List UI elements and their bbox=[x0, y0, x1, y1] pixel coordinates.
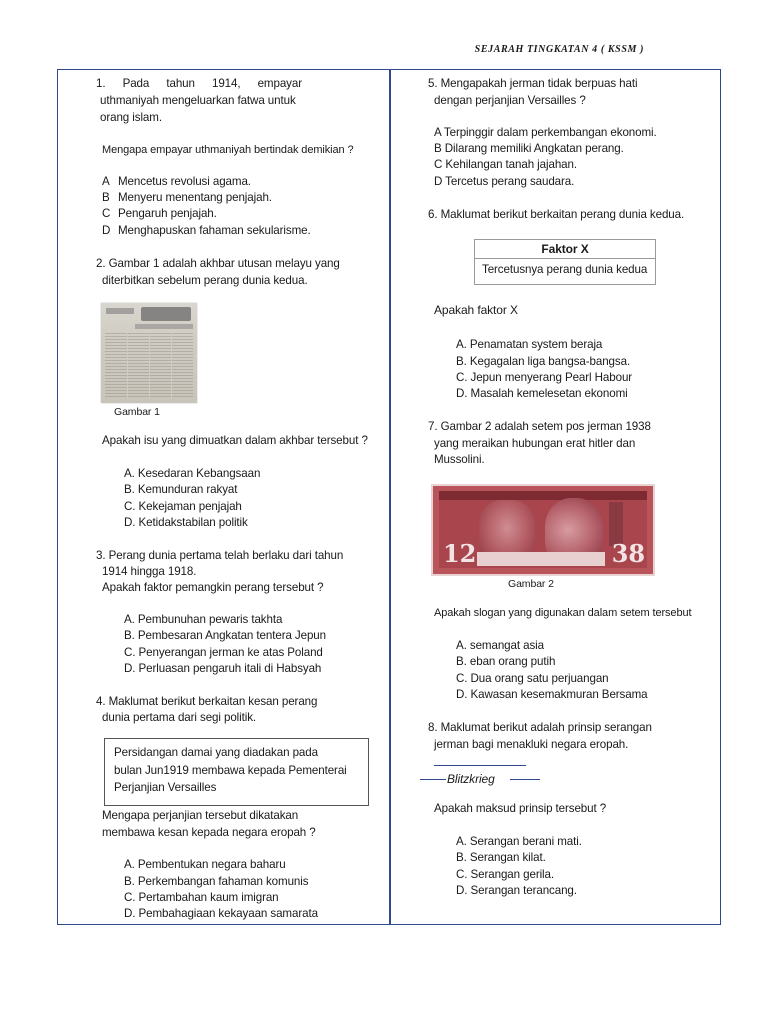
stamp-value-left: 12 bbox=[443, 539, 477, 568]
q8-question: Apakah maksud prinsip tersebut ? bbox=[434, 802, 607, 815]
q4-question-line2: membawa kesan kepada negara eropah ? bbox=[102, 826, 316, 839]
q2-stem-line1: 2. Gambar 1 adalah akhbar utusan melayu yang bbox=[96, 257, 340, 270]
q3-option-d[interactable]: D. Perluasan pengaruh itali di Habsyah bbox=[124, 662, 322, 675]
q6-option-a[interactable]: A. Penamatan system beraja bbox=[456, 338, 603, 351]
q3-option-c[interactable]: C. Penyerangan jerman ke atas Poland bbox=[124, 646, 323, 659]
q1-stem-line1: 1. Pada tahun 1914, empayar bbox=[96, 77, 302, 90]
q8-option-d[interactable]: D. Serangan terancang. bbox=[456, 884, 577, 897]
q7-question: Apakah slogan yang digunakan dalam setem tersebut bbox=[434, 607, 692, 619]
q6-question: Apakah faktor X bbox=[434, 303, 518, 317]
blitzkrieg-term: Blitzkrieg bbox=[447, 772, 495, 786]
q4-question-line1: Mengapa perjanjian tersebut dikatakan bbox=[102, 809, 299, 822]
q8-stem-line1: 8. Maklumat berikut adalah prinsip serangan bbox=[428, 721, 652, 734]
newspaper-image bbox=[101, 303, 197, 403]
q4-option-c[interactable]: C. Pertambahan kaum imigran bbox=[124, 891, 279, 904]
q5-option-c[interactable]: C Kehilangan tanah jajahan. bbox=[434, 158, 577, 171]
q2-option-d[interactable]: D. Ketidakstabilan politik bbox=[124, 516, 248, 529]
q8-stem-line2: jerman bagi menakluki negara eropah. bbox=[434, 738, 629, 751]
faktor-x-title: Faktor X bbox=[475, 240, 655, 259]
faktor-x-table bbox=[474, 239, 656, 285]
postage-stamp-image bbox=[431, 484, 655, 576]
q4-option-a[interactable]: A. Pembentukan negara baharu bbox=[124, 858, 286, 871]
blitzkrieg-rule-left bbox=[420, 779, 446, 780]
q5-stem-line2: dengan perjanjian Versailles ? bbox=[434, 94, 586, 107]
q6-option-c[interactable]: C. Jepun menyerang Pearl Habour bbox=[456, 371, 633, 384]
q6-option-b[interactable]: B. Kegagalan liga bangsa-bangsa. bbox=[456, 355, 631, 368]
q2-stem-line2: diterbitkan sebelum perang dunia kedua. bbox=[102, 274, 308, 287]
q7-option-d[interactable]: D. Kawasan kesemakmuran Bersama bbox=[456, 688, 648, 701]
q7-option-b[interactable]: B. eban orang putih bbox=[456, 655, 556, 668]
q7-caption: Gambar 2 bbox=[508, 578, 554, 590]
blitzkrieg-rule-top bbox=[434, 765, 526, 766]
q3-stem-line1: 3. Perang dunia pertama telah berlaku dari tahun bbox=[96, 549, 344, 562]
q1-stem-line2: uthmaniyah mengeluarkan fatwa untuk bbox=[100, 94, 296, 107]
page-header bbox=[0, 44, 768, 60]
q5-option-d[interactable]: D Tercetus perang saudara. bbox=[434, 175, 575, 188]
blitzkrieg-rule-right bbox=[510, 779, 540, 780]
q2-option-a[interactable]: A. Kesedaran Kebangsaan bbox=[124, 467, 261, 480]
q2-caption: Gambar 1 bbox=[114, 406, 160, 418]
q7-option-c[interactable]: C. Dua orang satu perjuangan bbox=[456, 672, 609, 685]
faktor-x-text: Tercetusnya perang dunia kedua bbox=[482, 263, 648, 276]
q2-option-b[interactable]: B. Kemunduran rakyat bbox=[124, 483, 238, 496]
q3-question: Apakah faktor pemangkin perang tersebut ? bbox=[102, 581, 324, 594]
q1-question: Mengapa empayar uthmaniyah bertindak demikian ? bbox=[102, 144, 354, 156]
q4-box-line2: bulan Jun1919 membawa kepada Pementerai bbox=[114, 764, 347, 777]
q3-option-b[interactable]: B. Pembesaran Angkatan tentera Jepun bbox=[124, 629, 327, 642]
q7-stem-line1: 7. Gambar 2 adalah setem pos jerman 1938 bbox=[428, 420, 651, 433]
q8-option-a[interactable]: A. Serangan berani mati. bbox=[456, 835, 582, 848]
q3-option-a[interactable]: A. Pembunuhan pewaris takhta bbox=[124, 613, 283, 626]
q3-stem-line2: 1914 hingga 1918. bbox=[102, 565, 197, 578]
column-divider bbox=[389, 69, 391, 925]
q4-box-line3: Perjanjian Versailles bbox=[114, 781, 217, 794]
q7-option-a[interactable]: A. semangat asia bbox=[456, 639, 544, 652]
q5-stem-line1: 5. Mengapakah jerman tidak berpuas hati bbox=[428, 77, 638, 90]
q2-question: Apakah isu yang dimuatkan dalam akhbar tersebut ? bbox=[102, 434, 368, 447]
header-subject: SEJARAH TINGKATAN 4 ( KSSM ) bbox=[474, 44, 644, 55]
q7-stem-line2: yang meraikan hubungan erat hitler dan bbox=[434, 437, 636, 450]
q4-box-line1: Persidangan damai yang diadakan pada bbox=[114, 746, 318, 759]
q6-stem: 6. Maklumat berikut berkaitan perang dunia kedua. bbox=[428, 208, 685, 221]
q5-option-b[interactable]: B Dilarang memiliki Angkatan perang. bbox=[434, 142, 624, 155]
q7-stem-line3: Mussolini. bbox=[434, 453, 485, 466]
q4-option-d[interactable]: D. Pembahagiaan kekayaan samarata bbox=[124, 907, 318, 920]
q1-option-d[interactable]: D Menghapuskan fahaman sekularisme. bbox=[102, 224, 311, 237]
q5-option-a[interactable]: A Terpinggir dalam perkembangan ekonomi. bbox=[434, 126, 657, 139]
q4-option-b[interactable]: B. Perkembangan fahaman komunis bbox=[124, 875, 309, 888]
q8-option-c[interactable]: C. Serangan gerila. bbox=[456, 868, 554, 881]
q1-stem-line3: orang islam. bbox=[100, 111, 162, 124]
q1-option-b[interactable]: B Menyeru menentang penjajah. bbox=[102, 191, 272, 204]
q4-stem-line1: 4. Maklumat berikut berkaitan kesan perang bbox=[96, 695, 318, 708]
stamp-value-right: 38 bbox=[611, 539, 645, 568]
q1-option-a[interactable]: A Mencetus revolusi agama. bbox=[102, 175, 251, 188]
q1-option-c[interactable]: C Pengaruh penjajah. bbox=[102, 207, 217, 220]
q6-option-d[interactable]: D. Masalah kemelesetan ekonomi bbox=[456, 387, 628, 400]
q4-stem-line2: dunia pertama dari segi politik. bbox=[102, 711, 257, 724]
q8-option-b[interactable]: B. Serangan kilat. bbox=[456, 851, 546, 864]
q2-option-c[interactable]: C. Kekejaman penjajah bbox=[124, 500, 242, 513]
